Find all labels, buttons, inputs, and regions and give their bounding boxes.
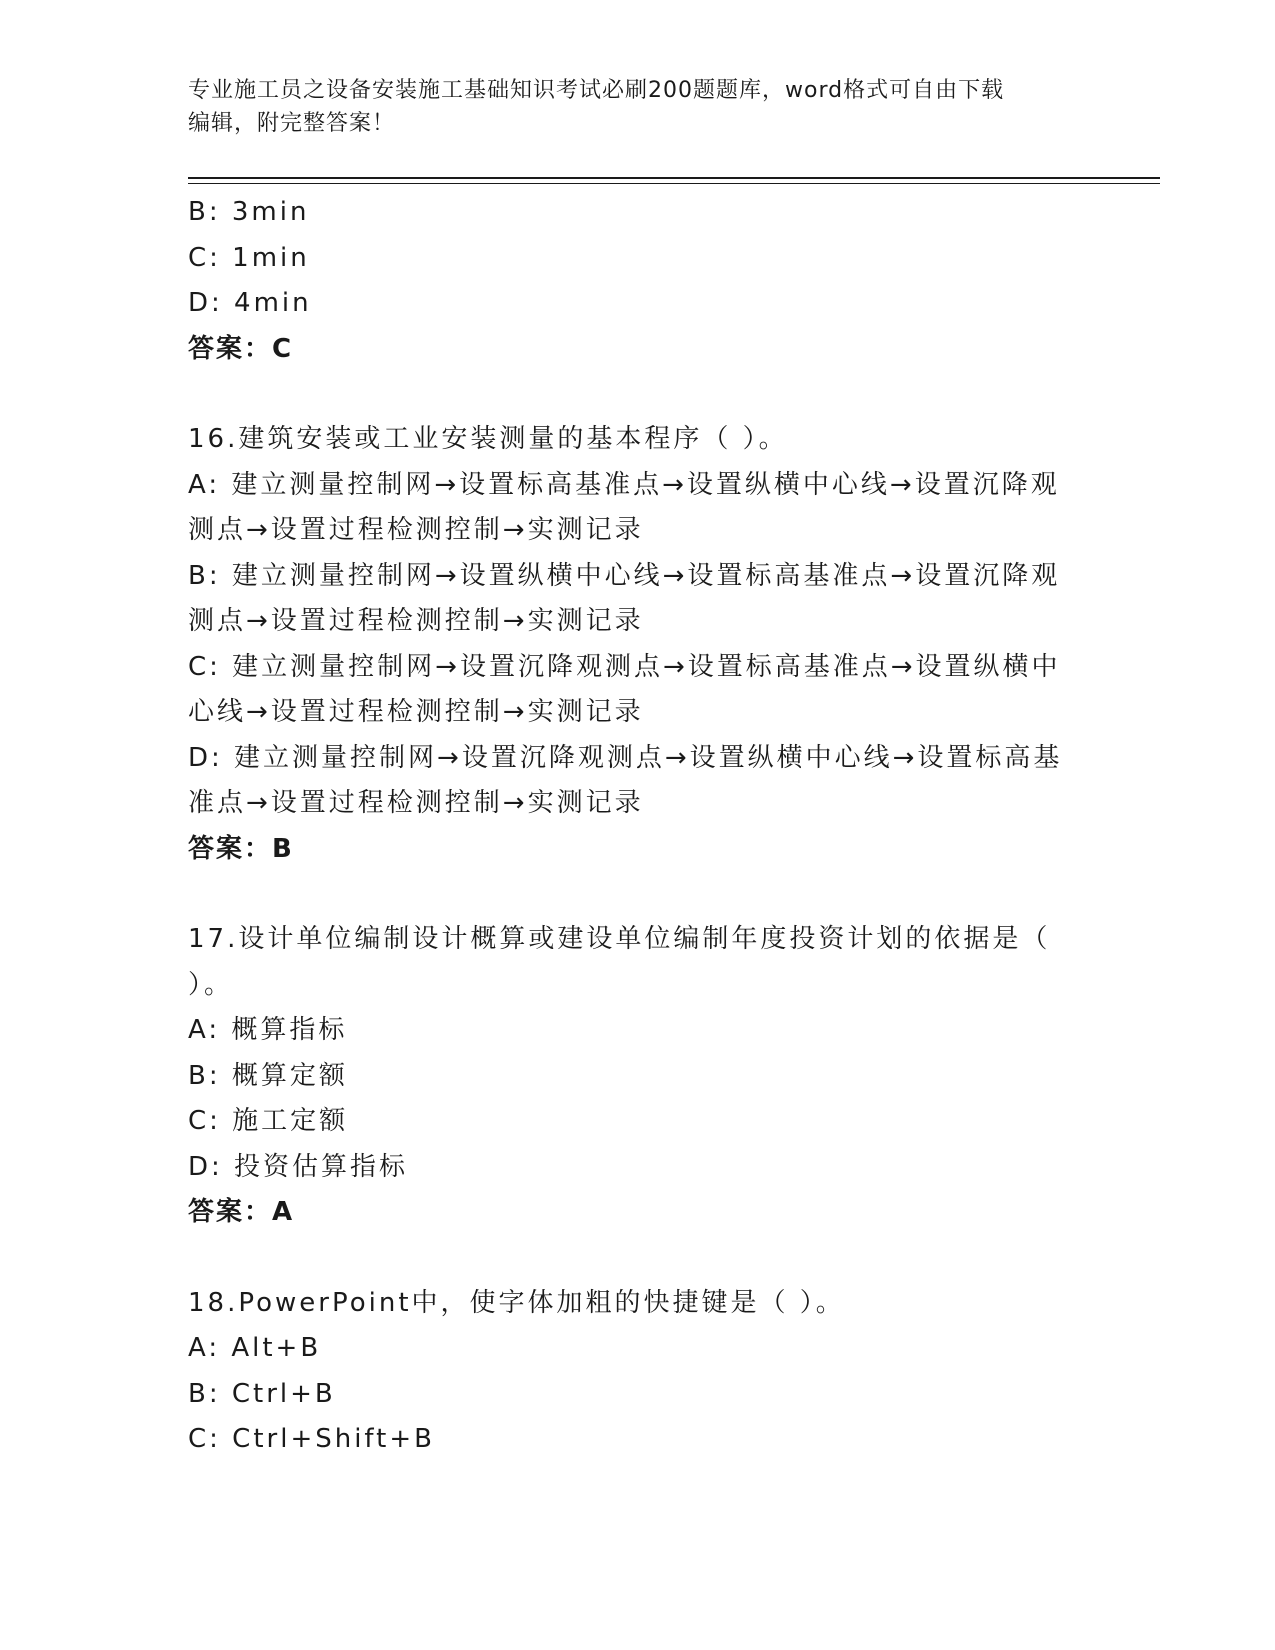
question-15	[188, 190, 1088, 372]
option-a-line-1: A: 建立测量控制网→设置标高基准点→设置纵横中心线→设置沉降观	[188, 469, 1060, 500]
option-c: C: Ctrl+Shift+B	[188, 1424, 435, 1454]
option-b: B: Ctrl+B	[188, 1378, 336, 1409]
option-d: D: 投资估算指标	[188, 1151, 409, 1182]
answer-line: 答案：C	[188, 333, 294, 364]
option-a-line-2: 测点→设置过程检测控制→实测记录	[188, 515, 644, 545]
option-b-line-2: 测点→设置过程检测控制→实测记录	[188, 606, 644, 636]
option-b: B: 3min	[188, 197, 310, 227]
option-c-line-2: 心线→设置过程检测控制→实测记录	[188, 697, 644, 727]
question-text-line-1: 17.设计单位编制设计概算或建设单位编制年度投资计划的依据是（	[188, 924, 1051, 954]
answer-line: 答案：A	[188, 1197, 295, 1227]
question-16	[188, 417, 1088, 872]
header-title-line-1: 专业施工员之设备安装施工基础知识考试必刷200题题库，word格式可自由下载	[188, 78, 1005, 103]
question-list	[188, 190, 1088, 1463]
option-c: C: 1min	[188, 242, 310, 273]
question-17	[188, 917, 1088, 1236]
option-c-line-1: C: 建立测量控制网→设置沉降观测点→设置标高基准点→设置纵横中	[188, 651, 1061, 682]
question-18	[188, 1281, 1088, 1463]
document-header	[188, 74, 1088, 140]
option-d-line-1: D: 建立测量控制网→设置沉降观测点→设置纵横中心线→设置标高基	[188, 742, 1063, 773]
question-text: 16.建筑安装或工业安装测量的基本程序（ ）。	[188, 424, 788, 454]
question-text-line-2: ）。	[188, 969, 234, 1000]
option-c: C: 施工定额	[188, 1106, 349, 1136]
header-divider-thick	[188, 177, 1160, 179]
option-a: A: 概算指标	[188, 1015, 348, 1045]
header-divider-thin	[188, 183, 1160, 184]
question-text: 18.PowerPoint中，使字体加粗的快捷键是（ ）。	[188, 1287, 845, 1318]
option-a: A: Alt+B	[188, 1333, 322, 1363]
option-d: D: 4min	[188, 288, 312, 318]
option-b: B: 概算定额	[188, 1060, 348, 1091]
header-title-line-2: 编辑，附完整答案！	[188, 111, 396, 136]
option-b-line-1: B: 建立测量控制网→设置纵横中心线→设置标高基准点→设置沉降观	[188, 560, 1061, 591]
answer-line: 答案：B	[188, 833, 294, 864]
option-d-line-2: 准点→设置过程检测控制→实测记录	[188, 788, 644, 818]
